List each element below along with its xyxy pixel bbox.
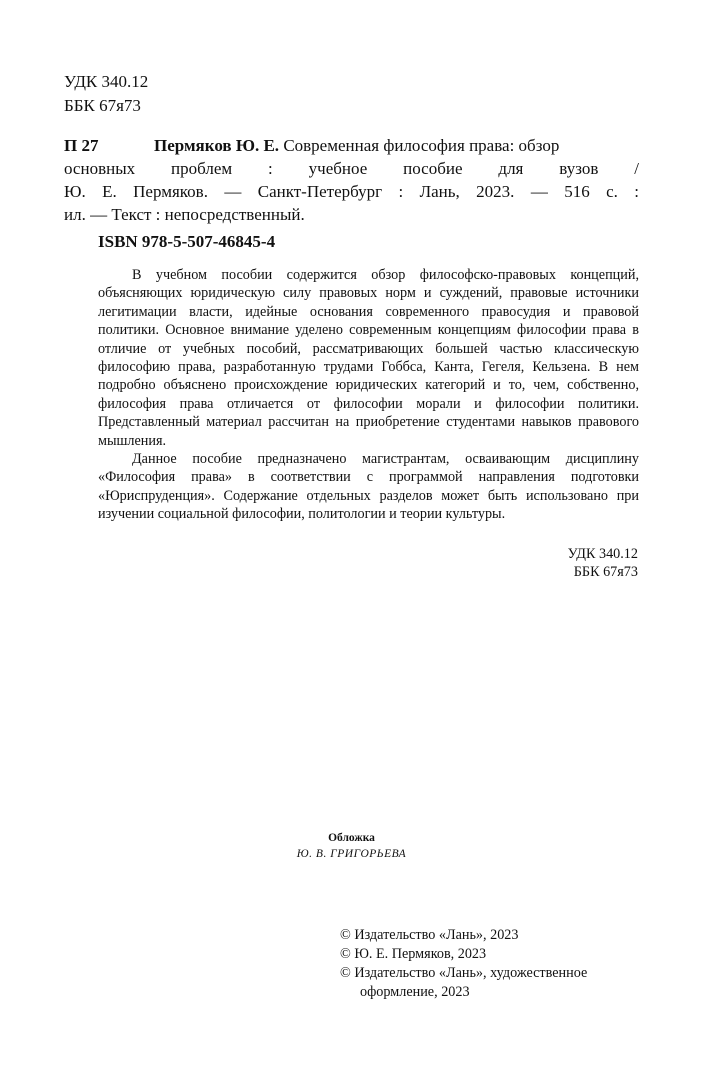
bibliographic-line-1 [154, 134, 639, 157]
cover-credit [0, 830, 703, 862]
copyright-line: © Издательство «Лань», художественное оформление, 2023 [340, 965, 588, 1000]
bbk-code-right: ББК 67я73 [573, 564, 638, 581]
bottom-classification [520, 545, 638, 582]
isbn: ISBN 978-5-507-46845-4 [98, 232, 276, 251]
author-mark: П 27 [64, 136, 99, 155]
abstract-paragraph-2: Данное пособие предназначено магистрантам, осваивающим дисциплину «Философия права» в соответствии с программой направления подготовки «Юриспруденция». Содержание отдельных разделов может быть использовано при изучении социальной философии, политологии и теории культуры. [98, 451, 639, 523]
copyright-line: © Издательство «Лань», 2023 [340, 927, 519, 943]
title-start: Современная философия права: обзор [283, 136, 560, 155]
bibliographic-line-4: ил. — Текст : непосредственный. [64, 205, 305, 224]
author-name: Пермяков Ю. Е. [154, 136, 280, 155]
copyright-block [340, 926, 640, 1002]
cover-designer: Ю. В. ГРИГОРЬЕВА [296, 848, 407, 860]
bbk-code: ББК 67я73 [64, 96, 141, 115]
copyright-line: © Ю. Е. Пермяков, 2023 [340, 946, 487, 962]
udk-code: УДК 340.12 [64, 72, 149, 91]
bibliographic-line-3: Ю. Е. Пермяков. — Санкт-Петербург : Лань, 2023. — 516 с. : [64, 182, 639, 201]
abstract [98, 266, 639, 524]
abstract-paragraph-1: В учебном пособии содержится обзор философско-правовых концепций, объясняющих юридическую силу правовых норм и суждений, правовые источники легитимации власти, идейные основания современного правосудия и правовой политики. Основное внимание уделено современным концепциям философии права в отличие от учебных пособий, рассматривающих большей частью классическую философию права, разработанную трудами Гоббса, Канта, Гегеля, Кельзена. В нем подробно объяснено происхождение юридических категорий и то, чем, собственно, философия права отличается от философии морали и философии политики. Представленный материал рассчитан на приобретение студентами навыков правового мышления. [98, 267, 639, 449]
udk-code-right: УДК 340.12 [567, 546, 638, 562]
top-classification [64, 70, 148, 118]
bibliographic-record [64, 134, 639, 226]
bibliographic-line-2: основных проблем : учебное пособие для вузов / [64, 159, 639, 178]
cover-label: Обложка [328, 832, 375, 844]
